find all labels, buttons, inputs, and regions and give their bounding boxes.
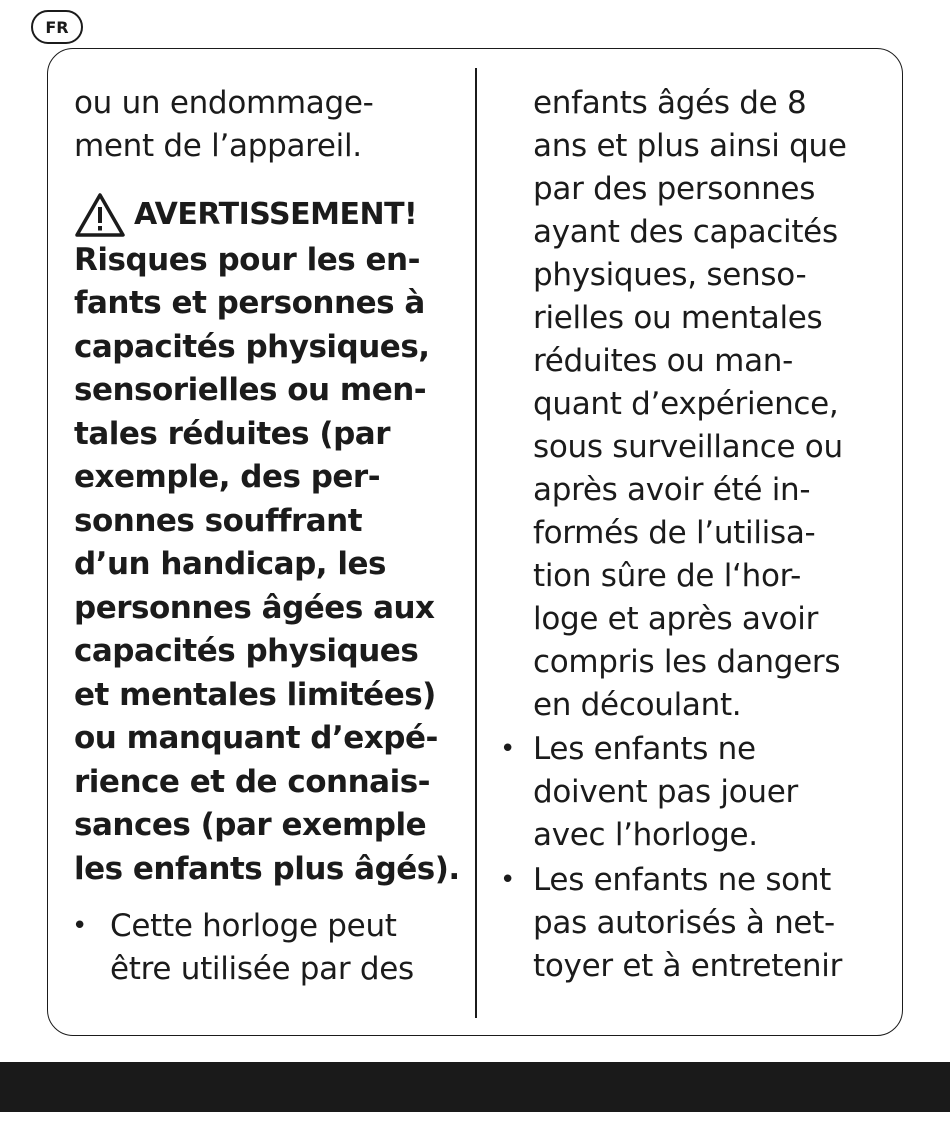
list-item-line: être utilisée par des [110, 951, 414, 987]
body-text-line: tion sûre de l‘hor- [533, 558, 801, 594]
warning-text-line: rience et de connais- [74, 764, 431, 800]
body-text-line: ment de l’appareil. [74, 128, 362, 164]
body-text-line: ou un endommage- [74, 85, 374, 121]
list-item-line: avec l’horloge. [533, 817, 758, 853]
list-item-line: Les enfants ne [533, 731, 756, 767]
warning-text-line: et mentales limitées) [74, 677, 436, 713]
body-text-line: physiques, senso- [533, 257, 807, 293]
warning-text-line: capacités physiques [74, 633, 419, 669]
warning-text-line: fants et personnes à [74, 285, 425, 321]
body-text-line: après avoir été in- [533, 472, 811, 508]
warning-text-line: capacités physiques, [74, 329, 430, 365]
warning-text-line: d’un handicap, les [74, 546, 386, 582]
footer-band [0, 1062, 950, 1112]
body-text-line: loge et après avoir [533, 601, 819, 637]
list-item-line: Cette horloge peut [110, 908, 397, 944]
body-text-line: ayant des capacités [533, 214, 838, 250]
warning-text-line: sensorielles ou men- [74, 372, 427, 408]
warning-text-line: Risques pour les en- [74, 242, 420, 278]
language-badge: FR [31, 10, 83, 44]
body-text-line: enfants âgés de 8 [533, 85, 807, 121]
warning-text-line: personnes âgées aux [74, 590, 435, 626]
warning-text-line: exemple, des per- [74, 459, 381, 495]
warning-text-line: tales réduites (par [74, 416, 390, 452]
warning-text-line: les enfants plus âgés). [74, 851, 460, 887]
warning-text-line: sonnes souffrant [74, 503, 363, 539]
list-item-line: toyer et à entretenir [533, 948, 843, 984]
body-text-line: rielles ou mentales [533, 300, 823, 336]
warning-title: AVERTISSEMENT! [134, 197, 418, 232]
bullet-dot: • [72, 911, 88, 941]
warning-text-line: ou manquant d’expé- [74, 720, 438, 756]
body-text-line: formés de l’utilisa- [533, 515, 816, 551]
body-text-line: en découlant. [533, 687, 742, 723]
bullet-dot: • [500, 734, 516, 764]
warning-text-line: sances (par exemple [74, 807, 427, 843]
body-text-line: sous surveillance ou [533, 429, 843, 465]
column-divider [475, 68, 477, 1018]
list-item-line: pas autorisés à net- [533, 905, 835, 941]
body-text-line: ans et plus ainsi que [533, 128, 847, 164]
list-item-line: doivent pas jouer [533, 774, 798, 810]
bullet-dot: • [500, 865, 516, 895]
body-text-line: quant d’expérience, [533, 386, 839, 422]
warning-triangle-icon [74, 192, 126, 238]
body-text-line: réduites ou man- [533, 343, 794, 379]
body-text-line: par des personnes [533, 171, 816, 207]
list-item-line: Les enfants ne sont [533, 862, 832, 898]
body-text-line: compris les dangers [533, 644, 841, 680]
